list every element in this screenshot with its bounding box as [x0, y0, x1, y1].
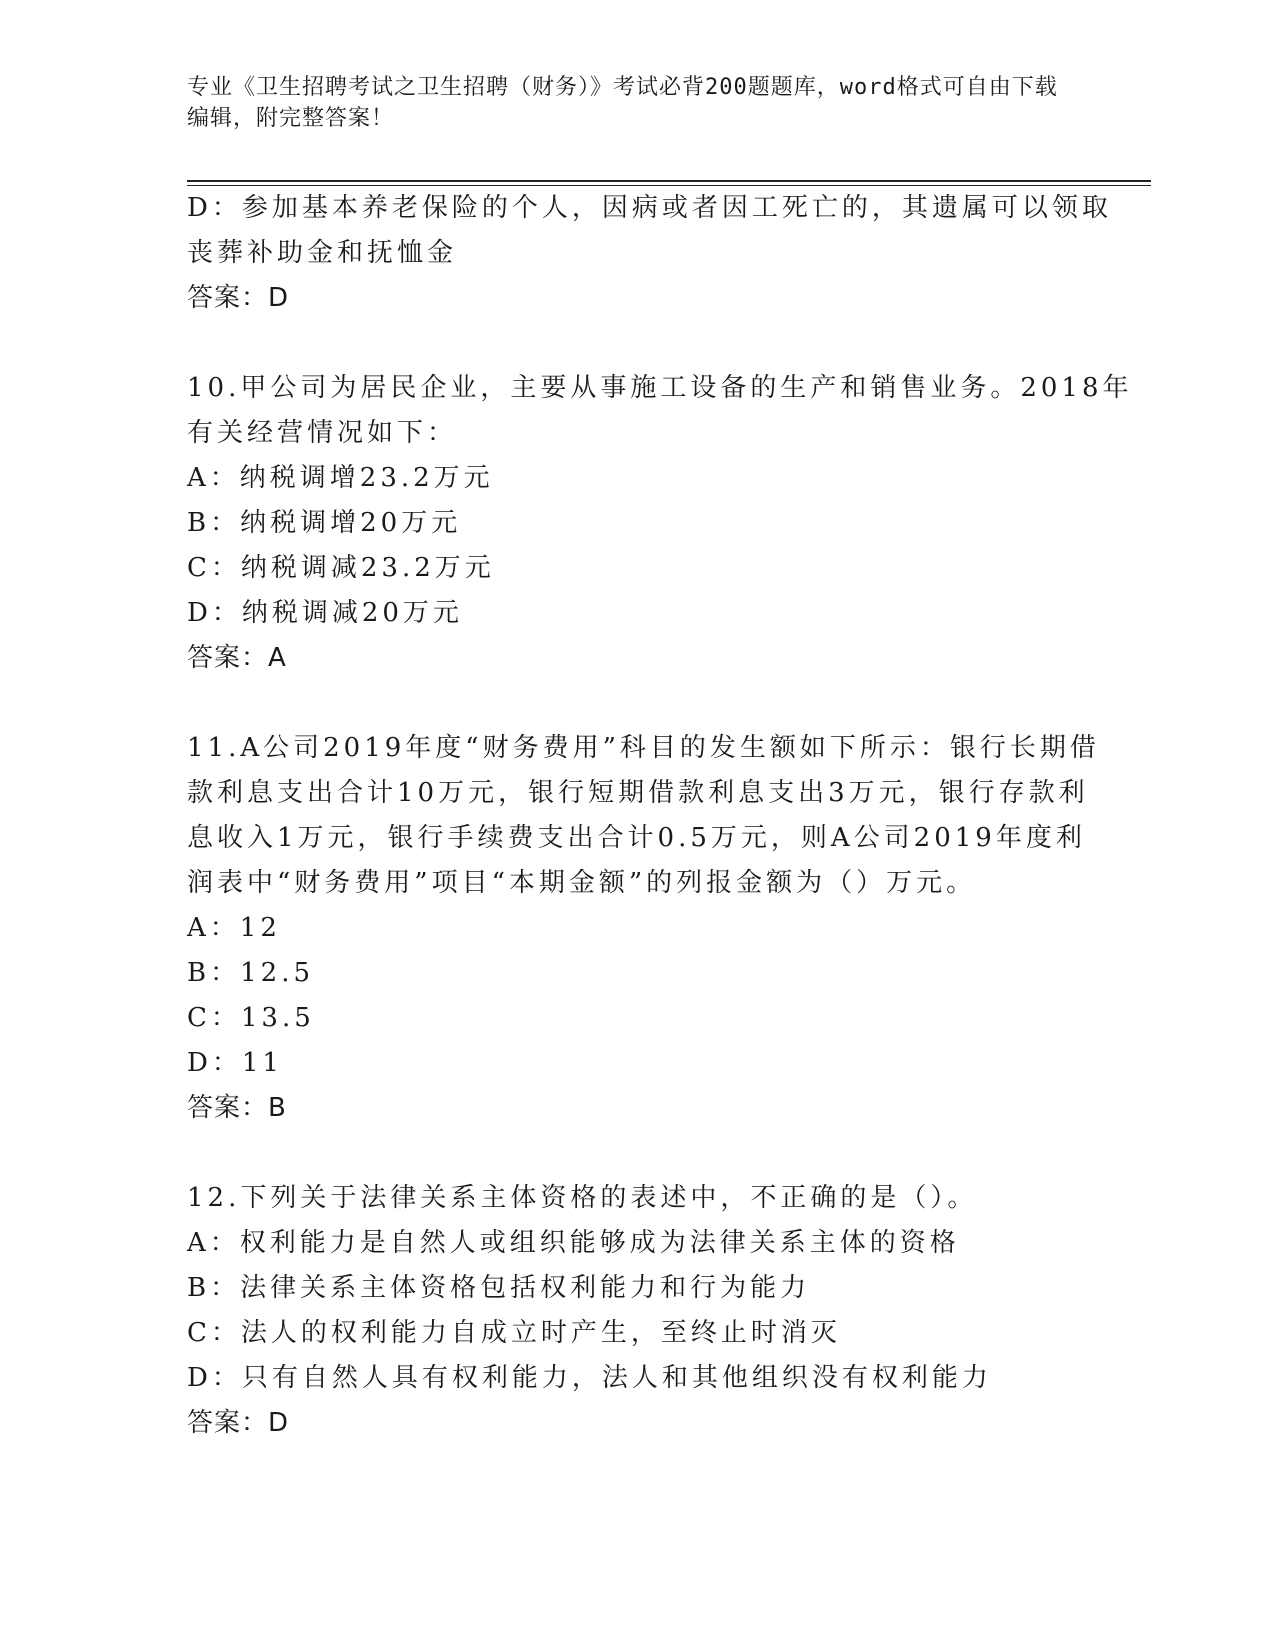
- option-a: A：权利能力是自然人或组织能够成为法律关系主体的资格: [187, 1228, 960, 1258]
- header-rule-thick: [187, 180, 1151, 182]
- option-b: B：12.5: [187, 958, 314, 988]
- question-content: [187, 186, 1133, 1446]
- option-b: B：法律关系主体资格包括权利能力和行为能力: [187, 1273, 811, 1303]
- question-10: [187, 366, 1133, 681]
- answer-line: 答案：B: [187, 1093, 287, 1123]
- option-c: C：纳税调减23.2万元: [187, 553, 495, 583]
- answer-line: 答案：A: [187, 643, 287, 673]
- question-12: [187, 1176, 1087, 1446]
- question-stem-line: 息收入1万元，银行手续费支出合计0.5万元，则A公司2019年度利: [187, 823, 1086, 853]
- question-stem-line: 款利息支出合计10万元，银行短期借款利息支出3万元，银行存款利: [187, 778, 1089, 808]
- option-d: D：只有自然人具有权利能力，法人和其他组织没有权利能力: [187, 1363, 992, 1393]
- answer-line: 答案：D: [187, 1408, 290, 1438]
- answer-line: 答案：D: [187, 283, 290, 313]
- question-11: [187, 726, 1100, 1131]
- option-a: A：12: [187, 913, 281, 943]
- option-d: D：11: [187, 1048, 283, 1078]
- header-title: 专业《卫生招聘考试之卫生招聘（财务）》考试必背200题题库，word格式可自由下载编辑，附完整答案！: [187, 75, 1058, 131]
- question-stem-line: 有关经营情况如下：: [187, 418, 458, 448]
- option-a: A：纳税调增23.2万元: [187, 463, 494, 493]
- option-c: C：13.5: [187, 1003, 315, 1033]
- option-d-line-2: 丧葬补助金和抚恤金: [187, 238, 458, 268]
- option-d-line-1: D：参加基本养老保险的个人，因病或者因工死亡的，其遗属可以领取: [187, 193, 1112, 223]
- question-stem-line: 10.甲公司为居民企业，主要从事施工设备的生产和销售业务。2018年: [187, 373, 1133, 403]
- option-d: D：纳税调减20万元: [187, 598, 463, 628]
- option-b: B：纳税调增20万元: [187, 508, 462, 538]
- previous-question-fragment: [187, 186, 1112, 321]
- page-header: [187, 72, 1067, 134]
- question-stem-line: 润表中“财务费用”项目“本期金额”的列报金额为（）万元。: [187, 868, 977, 898]
- question-stem-line: 11.A公司2019年度“财务费用”科目的发生额如下所示：银行长期借: [187, 733, 1100, 763]
- option-c: C：法人的权利能力自成立时产生，至终止时消灭: [187, 1318, 841, 1348]
- question-stem-line: 12.下列关于法律关系主体资格的表述中，不正确的是（）。: [187, 1183, 978, 1213]
